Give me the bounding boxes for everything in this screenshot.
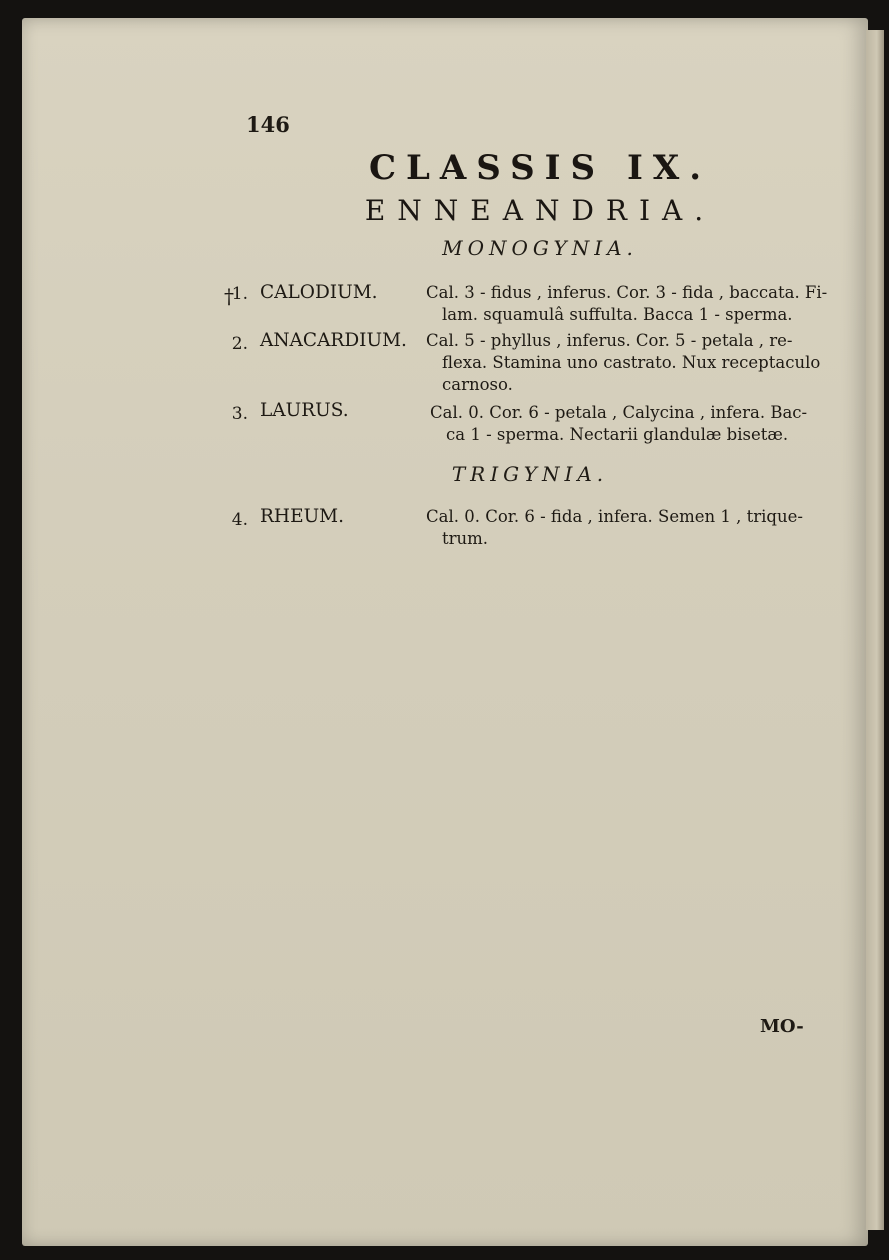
description-line: flexa. Stamina uno castrato. Nux receptaculo (442, 353, 821, 372)
page-number: 146 (246, 112, 290, 137)
genus-description (426, 330, 831, 396)
section-heading-trigynia: TRIGYNIA. (451, 462, 609, 486)
genus-description (426, 506, 831, 550)
description-line: carnoso. (442, 375, 513, 394)
class-name: ENNEANDRIA. (364, 194, 716, 227)
genus-name: RHEUM. (260, 506, 344, 527)
adjacent-page-edge (866, 30, 884, 1230)
catchword: MO- (760, 1016, 804, 1037)
section-heading-monogynia: MONOGYNIA. (442, 236, 638, 260)
genus-name: CALODIUM. (260, 282, 378, 303)
genus-mark: † (224, 284, 234, 308)
genus-description (426, 282, 831, 326)
description-line: Cal. 3 - fidus , inferus. Cor. 3 - fida , baccata. Fi- (426, 283, 828, 302)
description-line: ca 1 - sperma. Nectarii glandulæ bisetæ. (446, 425, 789, 444)
description-line: lam. squamulâ suffulta. Bacca 1 - sperma. (442, 305, 793, 324)
genus-name: LAURUS. (260, 400, 349, 421)
genus-number: 2. (231, 334, 248, 354)
class-heading: CLASSIS IX. (368, 148, 712, 188)
genus-name: ANACARDIUM. (260, 330, 407, 351)
description-line: Cal. 5 - phyllus , inferus. Cor. 5 - petala , re- (426, 331, 793, 350)
genus-number: 3. (231, 404, 248, 424)
description-line: Cal. 0. Cor. 6 - petala , Calycina , infera. Bac- (430, 403, 808, 422)
genus-description (430, 402, 835, 446)
genus-number: 1. (231, 284, 248, 304)
description-line: trum. (442, 529, 489, 548)
genus-number: 4. (231, 510, 248, 530)
description-line: Cal. 0. Cor. 6 - fida , infera. Semen 1 , trique- (426, 507, 803, 526)
